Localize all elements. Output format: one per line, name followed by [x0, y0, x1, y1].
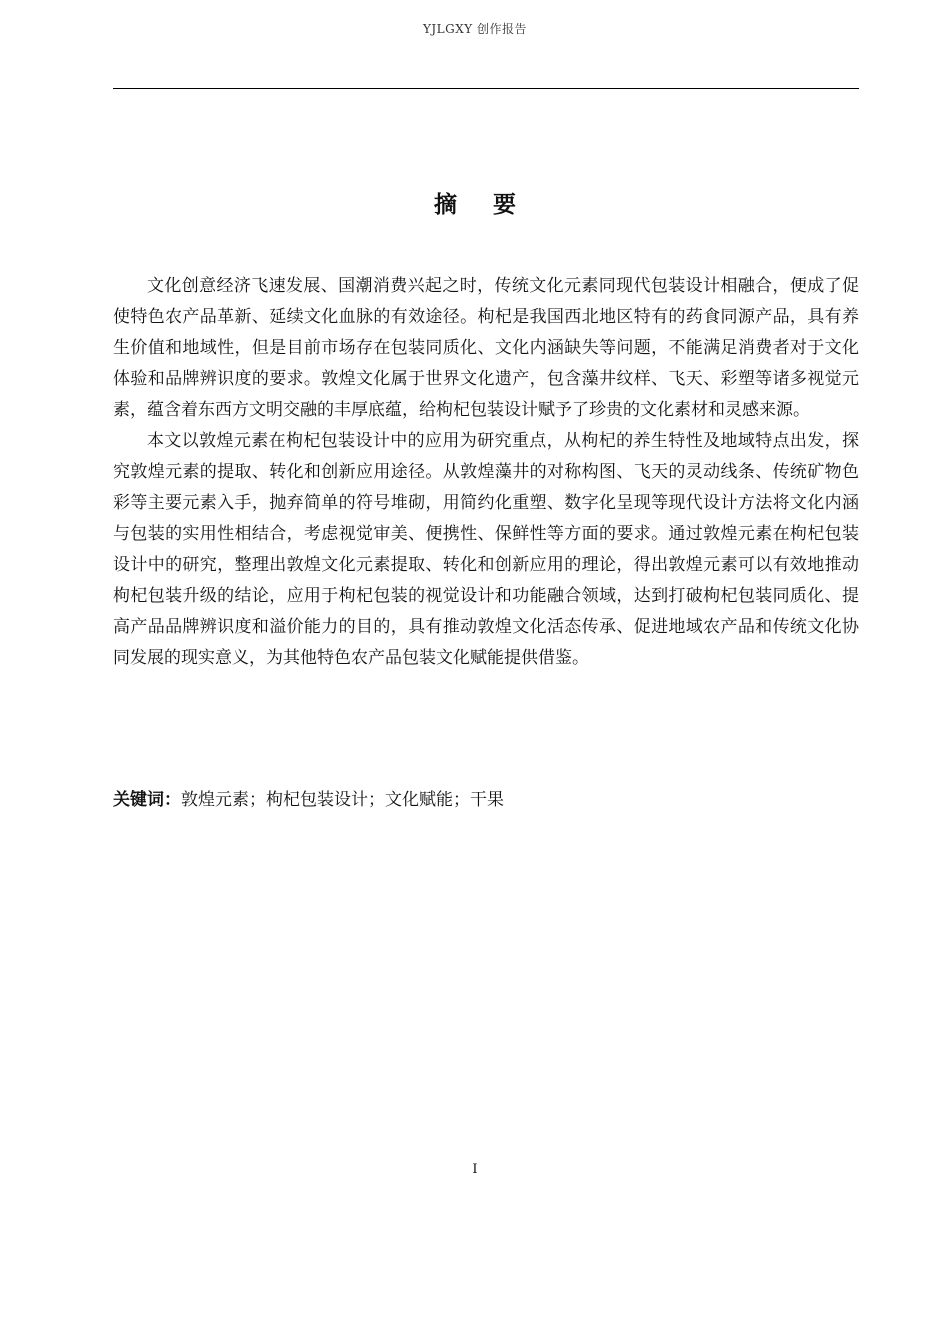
header-divider: [113, 88, 859, 89]
page-number: [0, 1162, 950, 1177]
header-text: YJLGXY 创作报告: [422, 22, 528, 36]
title-char-2: 要: [493, 192, 516, 218]
keywords-text: 敦煌元素；枸杞包装设计；文化赋能；干果: [181, 790, 504, 810]
title-char-1: 摘: [434, 192, 457, 218]
keywords-line: [113, 785, 859, 816]
abstract-title: [0, 186, 950, 219]
running-header: [0, 20, 950, 37]
abstract-paragraph-2: 本文以敦煌元素在枸杞包装设计中的应用为研究重点，从枸杞的养生特性及地域特点出发，探究敦煌元素的提取、转化和创新应用途径。从敦煌藻井的对称构图、飞天的灵动线条、传统矿物色彩等主要元素入手，抛弃简单的符号堆砌，用简约化重塑、数字化呈现等现代设计方法将文化内涵与包装的实用性相结合，考虑视觉审美、便携性、保鲜性等方面的要求。通过敦煌元素在枸杞包装设计中的研究，整理出敦煌文化元素提取、转化和创新应用的理论，得出敦煌元素可以有效地推动枸杞包装升级的结论，应用于枸杞包装的视觉设计和功能融合领域，达到打破枸杞包装同质化、提高产品品牌辨识度和溢价能力的目的，具有推动敦煌文化活态传承、促进地域农产品和传统文化协同发展的现实意义，为其他特色农产品包装文化赋能提供借鉴。: [113, 431, 859, 668]
page-number-text: I: [472, 1162, 478, 1177]
abstract-body: [113, 271, 859, 674]
keywords-label: 关键词：: [113, 790, 181, 810]
abstract-paragraph-1: 文化创意经济飞速发展、国潮消费兴起之时，传统文化元素同现代包装设计相融合，便成了促使特色农产品革新、延续文化血脉的有效途径。枸杞是我国西北地区特有的药食同源产品，具有养生价值和地域性，但是目前市场存在包装同质化、文化内涵缺失等问题，不能满足消费者对于文化体验和品牌辨识度的要求。敦煌文化属于世界文化遗产，包含藻井纹样、飞天、彩塑等诸多视觉元素，蕴含着东西方文明交融的丰厚底蕴，给枸杞包装设计赋予了珍贵的文化素材和灵感来源。: [113, 276, 859, 420]
